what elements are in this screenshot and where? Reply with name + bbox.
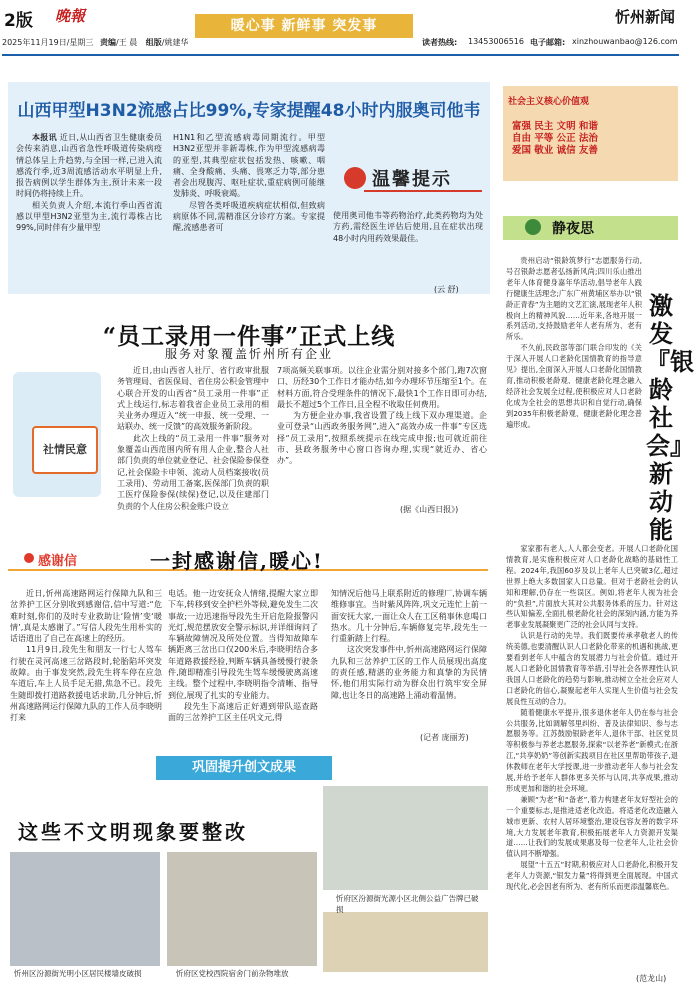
bell-icon (344, 167, 366, 189)
article-flu-col2 (173, 132, 325, 234)
editor: /王 晨 (115, 38, 138, 47)
paragraph: 贵州启动“银龄筑梦行”志愿服务行动,号召银龄志愿者弘扬新风尚;四川乐山推出老年人体育健身嘉年华活动,倡导老年人践行健康生活理念;广东广州黄埔区举办以“银龄正青春”为主题的文艺汇演,展现老年人积极向上的精神风貌……近年来,各地开展一系列活动,支持鼓励老年人老有所为、老有所乐。 (506, 256, 642, 342)
paragraph: 尽管各类呼吸道疾病症状相似,但致病病原体不同,需精准区分诊疗方案。专家提醒,流感患者可 (173, 200, 325, 233)
article-flu-byline: (云 舒) (434, 285, 459, 294)
paragraph: 电话。他一边安抚众人情绪,提醒大家立即下车,转移到安全护栏外等候,避免发生二次事故;一边迅速指导段先生开启危险报警闪光灯,规范摆放安全警示标识,并详细询问了车辆故障情况及所处位置。当得知故障车辆距离三岔出口仅200米后,李晓明结合多年道路救援经验,判断车辆具备缓慢行驶条件,随即精准引导段先生驾车缓慢驶离高速主线。整个过程中,李晓明指令清晰、指导到位,展现了扎实的专业能力。 (168, 589, 318, 700)
photo-billboard-2 (323, 912, 488, 972)
paragraph: 近日,由山西省人社厅、省行政审批服务管理局、省医保局、省住房公积金管理中心联合开发的山西省“员工录用一件事”正式上线运行,标志着我省企业员工录用的相关业务办理迈入“统一申报、统一受理、一站联办、统一反馈”的高效服务新阶段。 (117, 366, 269, 432)
designer-label: 组版 (145, 38, 162, 47)
lead-tag: 本报讯 (32, 133, 57, 142)
article-thanks-col2 (168, 588, 318, 724)
leaf-icon (525, 219, 541, 235)
info-bar (2, 37, 679, 51)
article-hiring-col1 (117, 365, 269, 512)
paragraph: 为方便企业办事,我省设置了线上线下双办理渠道。企业可登录“山西政务服务网”,进入“高效办成一件事”专区选择“员工录用”,按照系统提示在线完成申报;也可就近前往市、县政务服务中心窗口咨询办理,实现“就近办、省心办”。 (277, 411, 487, 466)
paragraph: 兼顾“为老”和“备老”,着力构建老年友好型社会的一个重要标志,是推进适老化改造。将适老化改造融入城市更新、农村人居环境整治,建设包容友善的数字环境,大力发展老年教育,积极拓展老年人力资源开发渠道……让我们的发展成果惠及每一位老年人,让社会价值认同不断增强。 (506, 794, 678, 859)
article-hiring-subtitle: 服务对象覆盖忻州所有企业 (164, 347, 333, 361)
hotline: 13453006516 (468, 37, 524, 46)
sidebar-col-top (506, 256, 642, 431)
paragraph: 近日,从山西省卫生健康委员会传来消息,山西省急性呼吸道传染病疫情总体呈上升趋势,与全国一样,已进入流感流行季,近3周流感活动水平明显上升,报告病例以学生群体为主,预计未来一段时间仍将持续上升。 (16, 133, 163, 199)
editor-label: 责编 (99, 38, 116, 47)
email-label: 电子邮箱: (530, 38, 566, 47)
poster-line: 富强 民主 文明 和谐 (512, 121, 598, 132)
article-thanks-col1 (10, 588, 162, 724)
paragraph: 这次突发事件中,忻州高速路网运行保障九队和三岔养护工区的工作人员展现出高度的责任感,精湛的业务能力和真挚的为民情怀,他们用实际行动为群众出行筑牢安全屏障,也让冬日的高速路上涌动着温情。 (331, 645, 487, 700)
article-hiring-col2 (277, 365, 487, 467)
newspaper-logo: 晚報 (55, 7, 86, 25)
paragraph: 段先生下高速后正好遇到带队巡查路面的三岔养护工区主任巩文元,得 (168, 701, 318, 723)
caption: 忻州区汾源街光明小区居民楼墙皮破损 (14, 969, 142, 978)
paragraph: 近日,忻州高速路网运行保障九队和三岔养护工区分别收到感谢信,信中写道:“危难时刻,你们的及时专业救助让‘险情’变‘暖情’,真是太感谢了。”写信人段先生用朴实的话语道出了自己在高速上的经历。 (10, 589, 162, 644)
article-civility-title: 这些不文明现象要整改 (18, 820, 248, 844)
article-thanks-title: 一封感谢信,暖心! (150, 549, 324, 573)
paragraph: 11月9日,段先生和朋友一行七人驾车行驶在灵河高速三岔路段时,轮胎陷坏突发故障。由于事发突然,段先生将车停在应急车道后,车上人员手足无措,焦急不已。段先生随即拨打道路救援电话求助,几分钟后,忻州高速路网运行保障九队的工作人员李晓明打来 (10, 645, 162, 723)
header-rule (2, 54, 679, 56)
slogan-banner: 暖心事 新鲜事 突发事 (195, 14, 413, 38)
paragraph: 7项高频关联事项。以往企业需分别对接多个部门,跑7次窗口、历经30个工作日才能办结,如今办理环节压缩至1个。在材料方面,符合受理条件的情况下,最快1个工作日即可办结,最长不超过5个工作日,且全程不收取任何费用。 (277, 366, 487, 409)
caption: 忻府区党校西院宿舍门前杂物堆放 (176, 969, 289, 978)
heart-icon (24, 553, 34, 563)
sidebar-col-bottom (506, 544, 678, 893)
section-title: 忻州新闻 (614, 8, 675, 26)
poster-line: 爱国 敬业 诚信 友善 (512, 145, 598, 156)
article-flu-col3 (333, 210, 483, 244)
sidebar-vertical-title: 激发『银龄社会』新动能 (646, 291, 694, 544)
poster-values (512, 121, 622, 157)
thanks-label-text: 感谢信 (38, 554, 78, 569)
photo-billboard (323, 786, 488, 890)
paragraph: 展望“十五五”时期,积极应对人口老龄化,积极开发老年人力资源,“银发力量”将得到更全面展现。中国式现代化,必会因老有所为、老有所乐而更添温馨底色。 (506, 860, 678, 892)
tips-badge-label: 温馨提示 (372, 169, 452, 190)
paragraph: 使用奥司他韦等药物治疗,此类药物均为处方药,需经医生评估后使用,且在症状出现48小时内用药效果最佳。 (333, 211, 483, 243)
paragraph: 知情况后他马上联系附近的修理厂,协调车辆维修事宜。当时紫风阵阵,巩文元连忙上前一面安抚大家,一面让众人在工区稍事休息喝口热水。几十分钟后,车辆修复完毕,段先生一行重新踏上行程。 (331, 589, 487, 644)
poster-heading: 社会主义核心价值观 (508, 97, 590, 107)
paragraph: 家家都有老人,人人都会变老。开展人口老龄化国情教育,是实施积极应对人口老龄化战略的基础性工程。2024年,我国60岁及以上老年人已突破3亿,超过世界上绝大多数国家人口总量。但对于老龄社会的认知和理解,仍存在一些误区。例如,将老年人视为社会的“负担”,片面放大其对公共服务体系的压力。针对这些认知偏差,全面扎根老龄化社会的深刻内涵,方能为养老事业发展凝聚更广泛的社会认同与支持。 (506, 544, 678, 630)
civility-banner: 巩固提升创文成果 (156, 756, 332, 780)
designer: /姚建华 (161, 38, 189, 47)
thanks-label (8, 548, 98, 570)
poster-line: 自由 平等 公正 法治 (512, 133, 598, 144)
issue-date: 2025年11月19日/星期三 (2, 38, 94, 47)
paragraph: 不久前,民政部等部门联合印发的《关于深入开展人口老龄化国情教育的指导意见》提出,全面深入开展人口老龄化国情教育,推动积极老龄观、健康老龄化理念融入经济社会发展全过程,使积极应对人口老龄化成为全社会的思想共识和自觉行动,确保到2035年积极老龄观、健康老龄化理念普遍形成。 (506, 343, 642, 429)
article-hiring-title: “员工录用一件事”正式上线 (102, 323, 396, 350)
photo-debris (167, 852, 317, 966)
paragraph: 相关负责人介绍,本流行季山西省流感以甲型H3N2亚型为主,流行毒株占比99%,同时伴有少量甲型 (16, 200, 162, 233)
article-thanks-col3 (331, 588, 487, 701)
hotline-label: 读者热线: (422, 38, 458, 47)
paragraph: 认识是行动的先导。我们既要传承孝敬老人的传统美德,也要清醒认识人口老龄化带来的机遇和挑战,更要看到老年人中蕴含的发展潜力与社会价值。通过开展人口老龄化国情教育等举措,引导社会各界理性认识我国人口老龄化的趋势与影响,推动树立全社会应对人口老龄化的信心,凝聚起老年人实现人生价值与社会发展良性互动的合力。 (506, 631, 678, 706)
article-thanks-byline: (记者 庞丽芳) (420, 733, 469, 742)
photo-broken-wall (10, 852, 160, 966)
night-column-title: 静夜思 (552, 221, 594, 237)
email: xinzhouwanbao@126.com (572, 37, 678, 46)
paragraph: H1N1和乙型流感病毒同期流行。甲型H3N2亚型并非新毒株,作为甲型流感病毒的亚型,其典型症状包括发热、咳嗽、咽痛、全身酸痛、头痛、畏寒乏力等,部分患者会出现腹泻、呕吐症状,重症病例可能继发肺炎、呼吸衰竭。 (173, 133, 325, 199)
public-opinion-badge: 社情民意 (32, 426, 98, 474)
article-hiring-byline: (据《山西日报》) (400, 505, 459, 514)
sidebar-byline: (范龙山) (636, 974, 667, 983)
paragraph: 此次上线的“员工录用一件事”服务对象覆盖山西范围内所有用人企业,整合人社部门负责的单位就业登记、社会保险参保登记,社会保险卡申领、流动人员档案接收(员工录用)、劳动用工备案,医保部门负责的职工医疗保险参保(续保)登记,以及住建部门负责的个人住房公积金账户设立 (117, 433, 269, 511)
divider (364, 190, 482, 192)
article-flu-title: 山西甲型H3N2流感占比99%,专家提醒48小时内服奥司他韦 (17, 101, 481, 121)
caption: 忻府区汾源街光源小区北侧公益广告牌已破损 (336, 894, 479, 914)
page-number: 2版 (4, 11, 33, 31)
paragraph: 随着健康水平提升,很多退休老年人仍在参与社会公共服务,比如调解邻里纠纷、普及法律知识、参与志愿服务等。江苏鼓励银龄老年人,退休干部、社区党员等积极参与养老志愿服务,探索“以老养老”新模式;在浙江,“共享奶奶”等创新实践项目在社区里帮助带孩子,退休教师在老年大学授课,进一步推动老年人参与社会发展,并给予老年人群体更多关怀与认同,共享成果,推动形成更加和谐的社会环境。 (506, 707, 678, 793)
article-flu-col1 (16, 132, 162, 234)
tips-badge (338, 158, 486, 198)
